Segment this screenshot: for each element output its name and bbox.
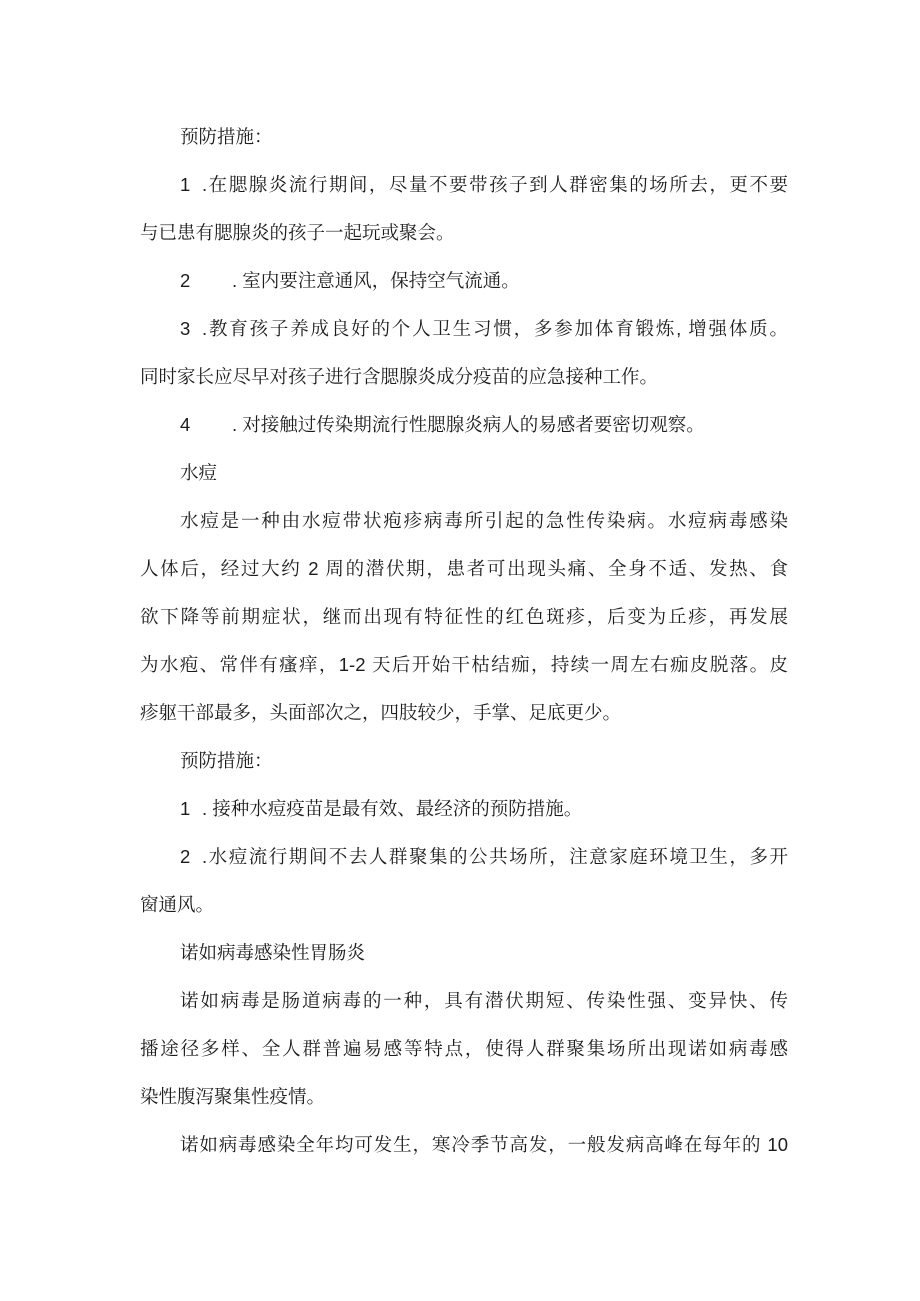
list-number: 4 [180, 414, 191, 435]
chickenpox-description-line: 疹躯干部最多，头面部次之，四肢较少，手掌、足底更少。 [140, 702, 622, 723]
mumps-prevention-heading: 预防措施： [180, 126, 273, 147]
chickenpox-title: 水痘 [180, 462, 218, 483]
list-number: 1 [180, 798, 191, 819]
mumps-prevention-item-2 [140, 257, 788, 305]
list-item-text: .在腮腺炎流行期间，尽量不要带孩子到人群密集的场所去，更不要 [202, 174, 788, 195]
list-item-text: . 室内要注意通风，保持空气流通。 [232, 270, 520, 291]
mumps-prevention-item-4 [140, 401, 788, 449]
mumps-prevention-item-1 [140, 161, 788, 209]
list-item-text: . 接种水痘疫苗是最有效、最经济的预防措施。 [202, 798, 583, 819]
chickenpox-prevention-item-1 [140, 785, 788, 833]
norovirus-paragraph-line: 播途径多样、全人群普遍易感等特点，使得人群聚集场所出现诺如病毒感 [140, 1038, 788, 1059]
list-number: 2 [180, 846, 191, 867]
norovirus-paragraph-line: 诺如病毒是肠道病毒的一种，具有潜伏期短、传染性强、变异快、传 [180, 990, 788, 1011]
norovirus-title: 诺如病毒感染性胃肠炎 [180, 942, 366, 963]
chickenpox-prevention-item-2-continued: 窗通风。 [140, 894, 215, 915]
list-number: 1 [180, 174, 191, 195]
mumps-prevention-item-1-continued: 与已患有腮腺炎的孩子一起玩或聚会。 [140, 222, 455, 243]
chickenpox-description-line: 欲下降等前期症状，继而出现有特征性的红色斑疹，后变为丘疹，再发展 [140, 606, 788, 627]
mumps-prevention-item-3 [140, 305, 788, 353]
chickenpox-prevention-heading: 预防措施： [180, 750, 273, 771]
mumps-prevention-item-3-continued: 同时家长应尽早对孩子进行含腮腺炎成分疫苗的应急接种工作。 [140, 366, 659, 387]
chickenpox-description-line: 为水疱、常伴有瘙痒，1-2 天后开始干枯结痂，持续一周左右痂皮脱落。皮 [140, 654, 788, 675]
norovirus-paragraph-line: 染性腹泻聚集性疫情。 [140, 1086, 326, 1107]
list-item-text: . 对接触过传染期流行性腮腺炎病人的易感者要密切观察。 [232, 414, 705, 435]
list-number: 3 [180, 318, 191, 339]
list-item-text: .教育孩子养成良好的个人卫生习惯，多参加体育锻炼, 增强体质。 [202, 318, 788, 339]
document-body [140, 113, 788, 1169]
chickenpox-description-line: 水痘是一种由水痘带状疱疹病毒所引起的急性传染病。水痘病毒感染 [180, 510, 788, 531]
norovirus-paragraph-line: 诺如病毒感染全年均可发生，寒冷季节高发，一般发病高峰在每年的 10 [180, 1134, 788, 1155]
list-item-text: .水痘流行期间不去人群聚集的公共场所，注意家庭环境卫生，多开 [202, 846, 788, 867]
list-number: 2 [180, 270, 191, 291]
chickenpox-prevention-item-2 [140, 833, 788, 881]
chickenpox-description-line: 人体后，经过大约 2 周的潜伏期，患者可出现头痛、全身不适、发热、食 [140, 558, 788, 579]
